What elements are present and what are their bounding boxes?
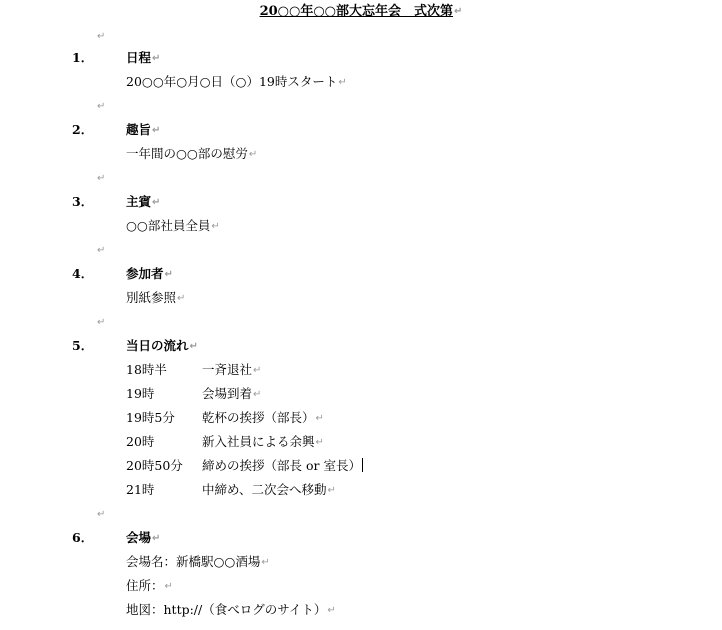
schedule-row: 20時 新入社員による余興↵ xyxy=(126,434,324,449)
section-heading-venue: 会場↵ xyxy=(126,530,161,545)
empty-paragraph-mark-icon: ↵ xyxy=(97,509,106,520)
section-number: 6． xyxy=(72,530,94,545)
schedule-event: 乾杯の挨拶（部長） xyxy=(202,410,315,425)
empty-paragraph-mark-icon: ↵ xyxy=(97,101,106,112)
schedule-event: 一斉退社 xyxy=(202,362,253,377)
schedule-event: 新入社員による余興 xyxy=(202,434,315,449)
document-title-text: 20○○年○○部大忘年会 式次第 xyxy=(259,4,454,19)
schedule-row: 18時半 一斉退社↵ xyxy=(126,362,262,377)
section-heading-participants: 参加者↵ xyxy=(126,266,173,281)
schedule-time: 20時 xyxy=(126,434,155,449)
schedule-time: 21時 xyxy=(126,482,155,497)
schedule-time: 19時5分 xyxy=(126,410,175,425)
empty-paragraph-mark-icon: ↵ xyxy=(97,317,106,328)
venue-map-line: 地図：http://（食べログのサイト）↵ xyxy=(126,602,336,617)
empty-paragraph-mark-icon: ↵ xyxy=(97,245,106,256)
section-heading-schedule-date: 日程↵ xyxy=(126,50,161,65)
schedule-row: 21時 中締め、二次会へ移動↵ xyxy=(126,482,336,497)
schedule-row xyxy=(126,457,363,475)
venue-address-line: 住所：↵ xyxy=(126,578,173,593)
section-heading-guests: 主賓↵ xyxy=(126,194,161,209)
venue-name-line: 会場名：新橋駅○○酒場↵ xyxy=(126,554,270,569)
section-number: 1． xyxy=(72,50,94,65)
section-number: 3． xyxy=(72,194,94,209)
document-title xyxy=(0,3,722,21)
schedule-time: 18時半 xyxy=(126,362,167,377)
empty-paragraph-mark-icon: ↵ xyxy=(97,31,106,42)
section-number: 2． xyxy=(72,122,94,137)
schedule-event: 中締め、二次会へ移動 xyxy=(202,482,327,497)
schedule-event: 締めの挨拶（部長 or 室長） xyxy=(202,458,361,473)
paragraph-mark-icon: ↵ xyxy=(454,6,463,17)
section-line: ○○部社員全員↵ xyxy=(126,218,220,233)
section-line: 20○○年○月○日（○）19時スタート↵ xyxy=(126,74,347,89)
section-heading-timeline: 当日の流れ↵ xyxy=(126,338,198,353)
schedule-row: 19時5分 乾杯の挨拶（部長）↵ xyxy=(126,410,324,425)
schedule-event: 会場到着 xyxy=(202,386,253,401)
empty-paragraph-mark-icon: ↵ xyxy=(97,173,106,184)
section-line: 別紙参照↵ xyxy=(126,290,186,305)
section-number: 4． xyxy=(72,266,94,281)
schedule-time: 20時50分 xyxy=(126,458,183,473)
section-heading-purpose: 趣旨↵ xyxy=(126,122,161,137)
schedule-row: 19時 会場到着↵ xyxy=(126,386,262,401)
section-line: 一年間の○○部の慰労↵ xyxy=(126,146,258,161)
schedule-time: 19時 xyxy=(126,386,155,401)
text-cursor xyxy=(362,458,363,472)
section-number: 5． xyxy=(72,338,94,353)
